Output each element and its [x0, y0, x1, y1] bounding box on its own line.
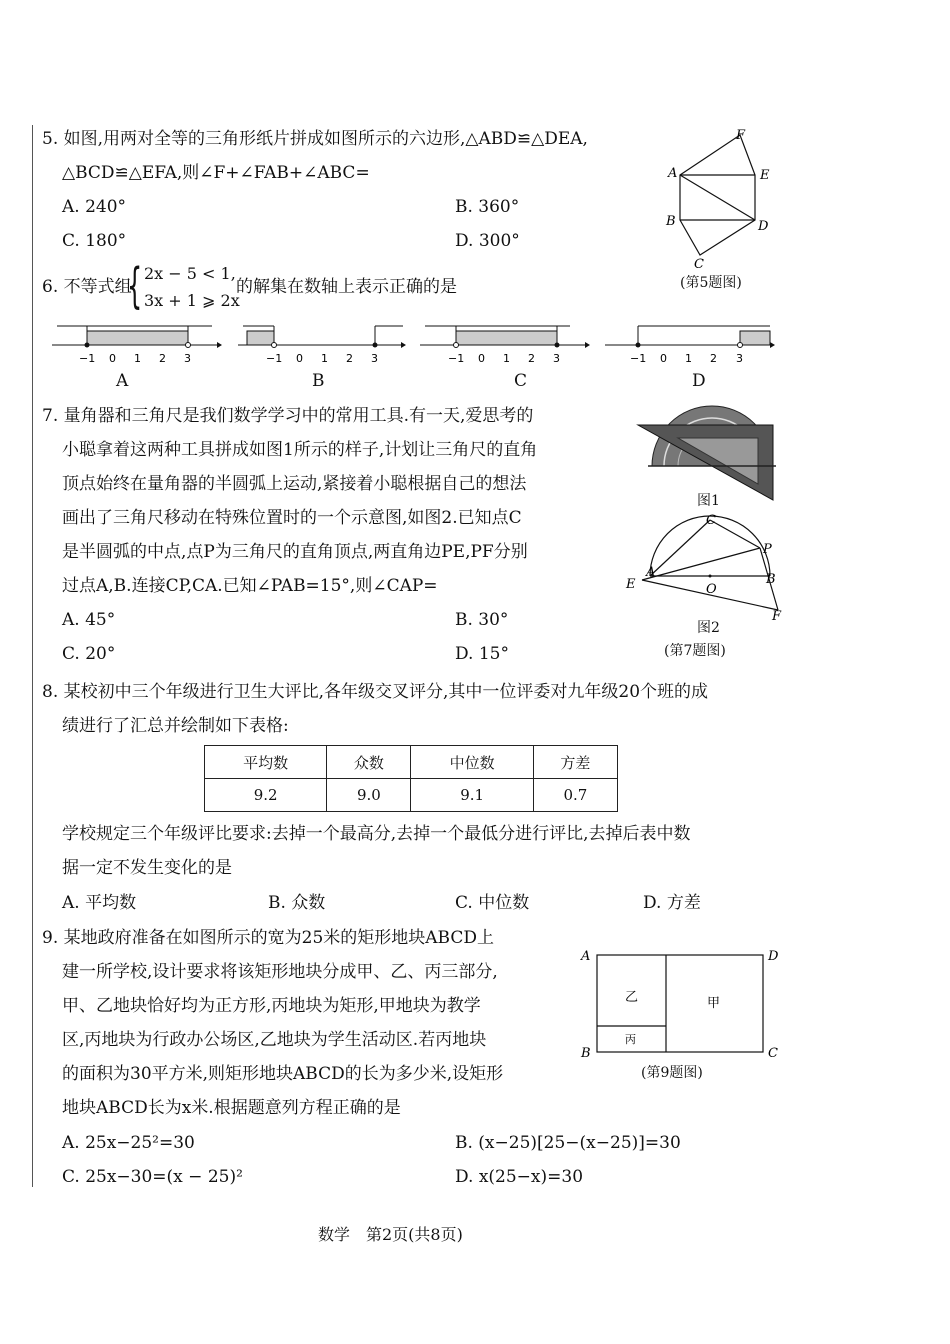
q6b-tick-1: 1: [321, 352, 328, 365]
q8-option-d[interactable]: D. 方差: [643, 893, 701, 913]
q7-label-c: C: [706, 513, 716, 528]
q7-text-line-3: 顶点始终在量角器的半圆弧上运动,紧接着小聪根据自己的想法: [62, 474, 527, 494]
q9-label-c: C: [768, 1046, 778, 1061]
q6-option-b[interactable]: B: [312, 371, 325, 391]
q9-option-a[interactable]: A. 25x−25²=30: [62, 1133, 195, 1153]
q9-text-line-4: 区,丙地块为行政办公场区,乙地块为学生活动区.若丙地块: [62, 1030, 487, 1050]
q9-text-line-3: 甲、乙地块恰好均为正方形,丙地块为矩形,甲地块为教学: [62, 996, 481, 1016]
q8-text-line-2: 绩进行了汇总并绘制如下表格:: [62, 716, 289, 736]
q9-region-jia: 甲: [707, 996, 721, 1011]
q6-option-c[interactable]: C: [514, 371, 528, 391]
q9-text-line-6: 地块ABCD长为x米.根据题意列方程正确的是: [62, 1098, 401, 1118]
q8-option-a[interactable]: A. 平均数: [62, 893, 137, 913]
q6b-tick-3: 3: [371, 352, 378, 365]
q6b-tick-0: 0: [296, 352, 303, 365]
q6d-tick-neg1: −1: [630, 352, 647, 365]
q6c-tick-2: 2: [528, 352, 535, 365]
q7-text-line-4: 画出了三角尺移动在特殊位置时的一个示意图,如图2.已知点C: [62, 508, 522, 528]
q8-stats-table: [204, 745, 618, 812]
q5-option-c[interactable]: C. 180°: [62, 231, 127, 251]
q6a-tick-1: 1: [134, 352, 141, 365]
q6a-tick-3: 3: [184, 352, 191, 365]
q6d-tick-2: 2: [710, 352, 717, 365]
value-median: 9.1: [411, 779, 533, 812]
q9-text-line-1: 9. 某地政府准备在如图所示的宽为25米的矩形地块ABCD上: [42, 928, 494, 948]
q6-option-d[interactable]: D: [692, 371, 706, 391]
q7-option-b[interactable]: B. 30°: [455, 610, 509, 630]
q6d-tick-1: 1: [685, 352, 692, 365]
page-footer: 数学 第2页(共8页): [318, 1225, 463, 1244]
q8-text-line-1: 8. 某校初中三个年级进行卫生大评比,各年级交叉评分,其中一位评委对九年级20个班的成: [42, 682, 709, 702]
q7-label-f: F: [772, 609, 782, 624]
q7-figure-1-photo: [638, 400, 780, 500]
q7-option-a[interactable]: A. 45°: [62, 610, 116, 630]
q6-number-line-d: [600, 320, 775, 365]
q7-figure-2-caption: 图2: [697, 620, 720, 636]
q6-option-a[interactable]: A: [116, 371, 129, 391]
q6-number-line-b: [233, 320, 408, 365]
q6-brace: {: [127, 258, 143, 314]
q5-text-line-1: 5. 如图,用两对全等的三角形纸片拼成如图所示的六边形,△ABD≌△DEA,: [42, 129, 588, 149]
table-header-row: [205, 746, 618, 779]
q5-label-e: E: [760, 168, 770, 183]
q6-number-line-c: [420, 320, 590, 365]
q9-option-d[interactable]: D. x(25−x)=30: [455, 1167, 584, 1187]
q8-text-line-4: 据一定不发生变化的是: [62, 858, 232, 878]
header-mean: 平均数: [205, 746, 327, 779]
q5-label-c: C: [694, 257, 704, 272]
q6-suffix: 的解集在数轴上表示正确的是: [236, 277, 457, 297]
q6d-tick-0: 0: [660, 352, 667, 365]
q7-label-a: A: [646, 565, 656, 580]
q8-option-c[interactable]: C. 中位数: [455, 893, 530, 913]
q7-option-c[interactable]: C. 20°: [62, 644, 116, 664]
q5-figure-caption: (第5题图): [680, 275, 742, 291]
q5-hexagon-figure: [640, 125, 790, 275]
q6b-tick-2: 2: [346, 352, 353, 365]
q5-label-d: D: [758, 219, 769, 234]
q9-region-bing: 丙: [625, 1033, 636, 1046]
q5-option-d[interactable]: D. 300°: [455, 231, 520, 251]
header-mode: 众数: [327, 746, 411, 779]
q9-option-b[interactable]: B. (x−25)[25−(x−25)]=30: [455, 1133, 681, 1153]
q6a-tick-2: 2: [159, 352, 166, 365]
q5-option-a[interactable]: A. 240°: [62, 197, 127, 217]
q6c-tick-3: 3: [553, 352, 560, 365]
q7-option-d[interactable]: D. 15°: [455, 644, 509, 664]
q7-label-o: O: [706, 582, 717, 597]
q7-text-line-5: 是半圆弧的中点,点P为三角尺的直角顶点,两直角边PE,PF分别: [62, 542, 528, 562]
q7-text-line-6: 过点A,B.连接CP,CA.已知∠PAB=15°,则∠CAP=: [62, 576, 438, 596]
q5-text-line-2: △BCD≌△EFA,则∠F+∠FAB+∠ABC=: [62, 163, 370, 183]
q6d-tick-3: 3: [736, 352, 743, 365]
q9-label-a: A: [581, 949, 591, 964]
q6b-tick-neg1: −1: [266, 352, 283, 365]
q6c-tick-neg1: −1: [448, 352, 465, 365]
q9-label-b: B: [581, 1046, 591, 1061]
q9-option-c[interactable]: C. 25x−30=(x − 25)²: [62, 1167, 243, 1187]
q6c-tick-1: 1: [503, 352, 510, 365]
q8-option-b[interactable]: B. 众数: [268, 893, 326, 913]
q8-text-line-3: 学校规定三个年级评比要求:去掉一个最高分,去掉一个最低分进行评比,去掉后表中数: [62, 824, 691, 844]
q9-rectangle-figure: [578, 942, 783, 1062]
q6c-tick-0: 0: [478, 352, 485, 365]
q6-inequality-2: 3x + 1 ⩾ 2x: [144, 291, 240, 310]
q7-text-line-2: 小聪拿着这两种工具拼成如图1所示的样子,计划让三角尺的直角: [62, 440, 538, 460]
header-variance: 方差: [533, 746, 617, 779]
q5-option-b[interactable]: B. 360°: [455, 197, 520, 217]
q5-label-b: B: [666, 214, 676, 229]
q5-label-a: A: [668, 166, 678, 181]
value-variance: 0.7: [533, 779, 617, 812]
q6a-tick-0: 0: [109, 352, 116, 365]
q7-figure-1-caption: 图1: [697, 493, 720, 509]
header-median: 中位数: [411, 746, 533, 779]
value-mean: 9.2: [205, 779, 327, 812]
q6a-tick-neg1: −1: [79, 352, 96, 365]
q6-number-line-a: [52, 320, 222, 365]
q7-label-e: E: [626, 577, 636, 592]
q6-inequality-1: 2x − 5 < 1,: [144, 264, 236, 283]
q9-figure-caption: (第9题图): [641, 1065, 703, 1081]
value-mode: 9.0: [327, 779, 411, 812]
q5-label-f: F: [736, 128, 746, 143]
q9-text-line-2: 建一所学校,设计要求将该矩形地块分成甲、乙、丙三部分,: [62, 962, 498, 982]
table-row: [205, 779, 618, 812]
q7-label-p: P: [763, 542, 772, 557]
margin-rule: [32, 125, 33, 1187]
q7-figure-2: [620, 510, 790, 625]
q7-label-b: B: [766, 572, 776, 587]
q9-text-line-5: 的面积为30平方米,则矩形地块ABCD的长为多少米,设矩形: [62, 1064, 504, 1084]
q6-prefix: 6. 不等式组: [42, 277, 132, 297]
q7-text-line-1: 7. 量角器和三角尺是我们数学学习中的常用工具.有一天,爱思考的: [42, 406, 534, 426]
q7-figure-caption: (第7题图): [664, 643, 726, 659]
q9-region-yi: 乙: [625, 990, 639, 1005]
q9-label-d: D: [768, 949, 779, 964]
